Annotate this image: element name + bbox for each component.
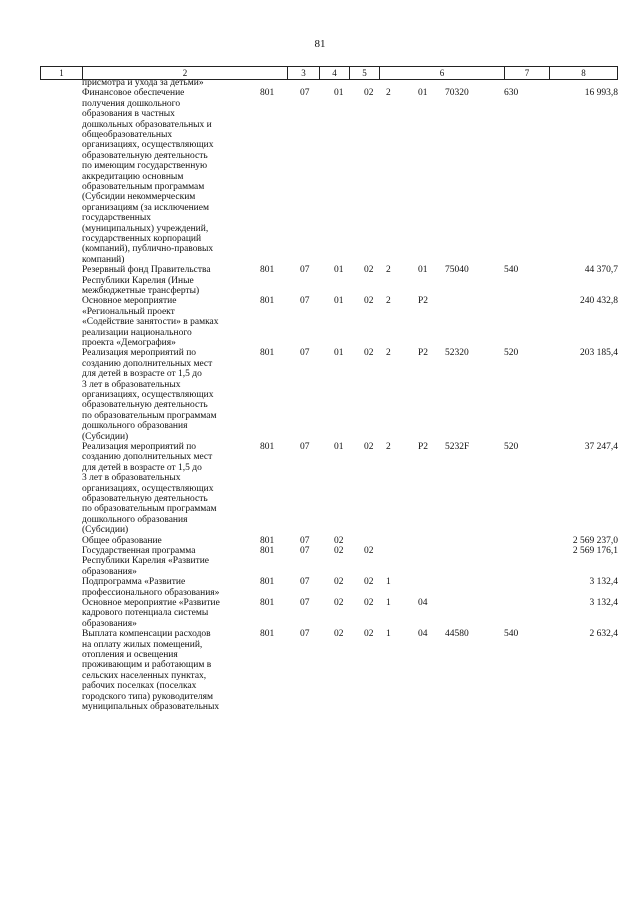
cell-c4: 07 — [300, 545, 310, 556]
cell-c6c: 01 — [418, 265, 428, 276]
cell-c6b: 1 — [386, 577, 391, 588]
cell-c6b: 1 — [386, 597, 391, 608]
cell-c5: 02 — [334, 597, 344, 608]
cell-c6a: 02 — [364, 88, 374, 99]
row-description: Общее образование — [82, 535, 162, 546]
cell-c5: 02 — [334, 535, 344, 546]
table-row — [40, 536, 618, 546]
page-number: 81 — [314, 38, 326, 50]
cell-c4: 07 — [300, 577, 310, 588]
cell-c8: 37 247,4 — [584, 441, 618, 452]
header-col-6: 6 — [379, 67, 504, 79]
cell-c7: 520 — [504, 441, 519, 452]
header-col-8: 8 — [549, 67, 618, 79]
table-row — [40, 78, 618, 88]
cell-c3: 801 — [260, 348, 275, 359]
cell-c7: 520 — [504, 348, 519, 359]
cell-c6c: 04 — [418, 597, 428, 608]
row-description: Реализация мероприятий по созданию дополнительных мест для детей в возрасте от 1,5 до 3 лет в образовательных организациях, осуществляющих образовательную деятельность по образовательным программам дошкольного образования (Субсидии) — [82, 441, 217, 536]
cell-c6d: 5232F — [445, 441, 470, 452]
header-col-1: 1 — [40, 67, 82, 79]
table-row — [40, 629, 618, 712]
cell-c6c: 04 — [418, 629, 428, 640]
cell-c4: 07 — [300, 88, 310, 99]
cell-c6c: 01 — [418, 88, 428, 99]
cell-c3: 801 — [260, 88, 275, 99]
cell-c5: 01 — [334, 296, 344, 307]
cell-c8: 2 569 237,0 — [572, 535, 618, 546]
row-description: Основное мероприятие «Развитие кадрового потенциала системы образования» — [82, 597, 220, 629]
cell-c6d: 44580 — [445, 629, 469, 640]
header-col-3: 3 — [287, 67, 319, 79]
cell-c5: 02 — [334, 545, 344, 556]
row-description: присмотра и ухода за детьми» — [82, 78, 204, 88]
table-body — [40, 78, 618, 712]
cell-c6a: 02 — [364, 265, 374, 276]
cell-c6b: 2 — [386, 296, 391, 307]
row-description: Реализация мероприятий по созданию дополнительных мест для детей в возрасте от 1,5 до 3 лет в образовательных организациях, осуществляющих образовательную деятельность по образовательным программам дошкольного образования (Субсидии) — [82, 348, 217, 442]
table-row — [40, 598, 618, 629]
cell-c6d: 70320 — [445, 88, 469, 99]
table-row — [40, 577, 618, 598]
cell-c5: 01 — [334, 348, 344, 359]
cell-c6b: 2 — [386, 441, 391, 452]
cell-c4: 07 — [300, 535, 310, 546]
cell-c5: 02 — [334, 629, 344, 640]
cell-c4: 07 — [300, 441, 310, 452]
cell-c8: 16 993,8 — [584, 88, 618, 99]
header-col-4: 4 — [319, 67, 349, 79]
header-col-5: 5 — [349, 67, 379, 79]
header-col-7: 7 — [504, 67, 549, 79]
cell-c4: 07 — [300, 296, 310, 307]
cell-c3: 801 — [260, 629, 275, 640]
table-row — [40, 442, 618, 536]
cell-c3: 801 — [260, 535, 275, 546]
cell-c6a: 02 — [364, 441, 374, 452]
row-description: Выплата компенсации расходов на оплату жилых помещений, отопления и освещения проживающим и работающим в сельских населенных пунктах, рабочих поселках (поселках городского типа) руководителям муниципальных образовательных — [82, 629, 220, 712]
cell-c7: 540 — [504, 629, 519, 640]
cell-c6c: P2 — [418, 441, 429, 452]
cell-c6a: 02 — [364, 629, 374, 640]
cell-c6a: 02 — [364, 577, 374, 588]
row-description: Финансовое обеспечение получения дошкольного образования в частных дошкольных образовательных и общеобразовательных организациях, осуществляющих образовательную деятельность по имеющим государственную аккредитацию основным образовательным программам (Субсидии некоммерческим организациям (за исключением государственных (муниципальных) учреждений, государственных корпораций (компаний), публично-правовых компаний) — [82, 88, 214, 265]
cell-c8: 2 569 176,1 — [572, 545, 618, 556]
cell-c5: 01 — [334, 441, 344, 452]
cell-c4: 07 — [300, 265, 310, 276]
cell-c6b: 2 — [386, 348, 391, 359]
cell-c5: 01 — [334, 265, 344, 276]
cell-c3: 801 — [260, 296, 275, 307]
cell-c3: 801 — [260, 545, 275, 556]
table-row — [40, 265, 618, 296]
table-row — [40, 348, 618, 442]
cell-c4: 07 — [300, 597, 310, 608]
cell-c5: 01 — [334, 88, 344, 99]
cell-c8: 44 370,7 — [584, 265, 618, 276]
cell-c6a: 02 — [364, 296, 374, 307]
cell-c5: 02 — [334, 577, 344, 588]
cell-c3: 801 — [260, 597, 275, 608]
cell-c6a: 02 — [364, 545, 374, 556]
header-col-2: 2 — [82, 67, 287, 79]
cell-c6c: P2 — [418, 296, 429, 307]
cell-c6b: 1 — [386, 629, 391, 640]
table-row — [40, 546, 618, 577]
cell-c8: 240 432,8 — [580, 296, 618, 307]
cell-c8: 2 632,4 — [589, 629, 618, 640]
cell-c6a: 02 — [364, 597, 374, 608]
cell-c6d: 75040 — [445, 265, 469, 276]
cell-c4: 07 — [300, 629, 310, 640]
cell-c3: 801 — [260, 441, 275, 452]
cell-c6d: 52320 — [445, 348, 469, 359]
cell-c4: 07 — [300, 348, 310, 359]
row-description: Резервный фонд Правительства Республики Карелия (Иные межбюджетные трансферты) — [82, 265, 211, 296]
table-row — [40, 296, 618, 348]
table-row — [40, 88, 618, 265]
cell-c8: 3 132,4 — [589, 577, 618, 588]
cell-c8: 3 132,4 — [589, 597, 618, 608]
row-description: Основное мероприятие «Региональный проект «Содействие занятости» в рамках реализации национального проекта «Демография» — [82, 296, 219, 348]
row-description: Подпрограмма «Развитие профессионального образования» — [82, 577, 220, 598]
cell-c3: 801 — [260, 265, 275, 276]
cell-c7: 540 — [504, 265, 519, 276]
cell-c8: 203 185,4 — [580, 348, 618, 359]
cell-c7: 630 — [504, 88, 519, 99]
cell-c6a: 02 — [364, 348, 374, 359]
cell-c3: 801 — [260, 577, 275, 588]
cell-c6b: 2 — [386, 88, 391, 99]
cell-c6c: P2 — [418, 348, 429, 359]
cell-c6b: 2 — [386, 265, 391, 276]
row-description: Государственная программа Республики Карелия «Развитие образования» — [82, 545, 210, 577]
